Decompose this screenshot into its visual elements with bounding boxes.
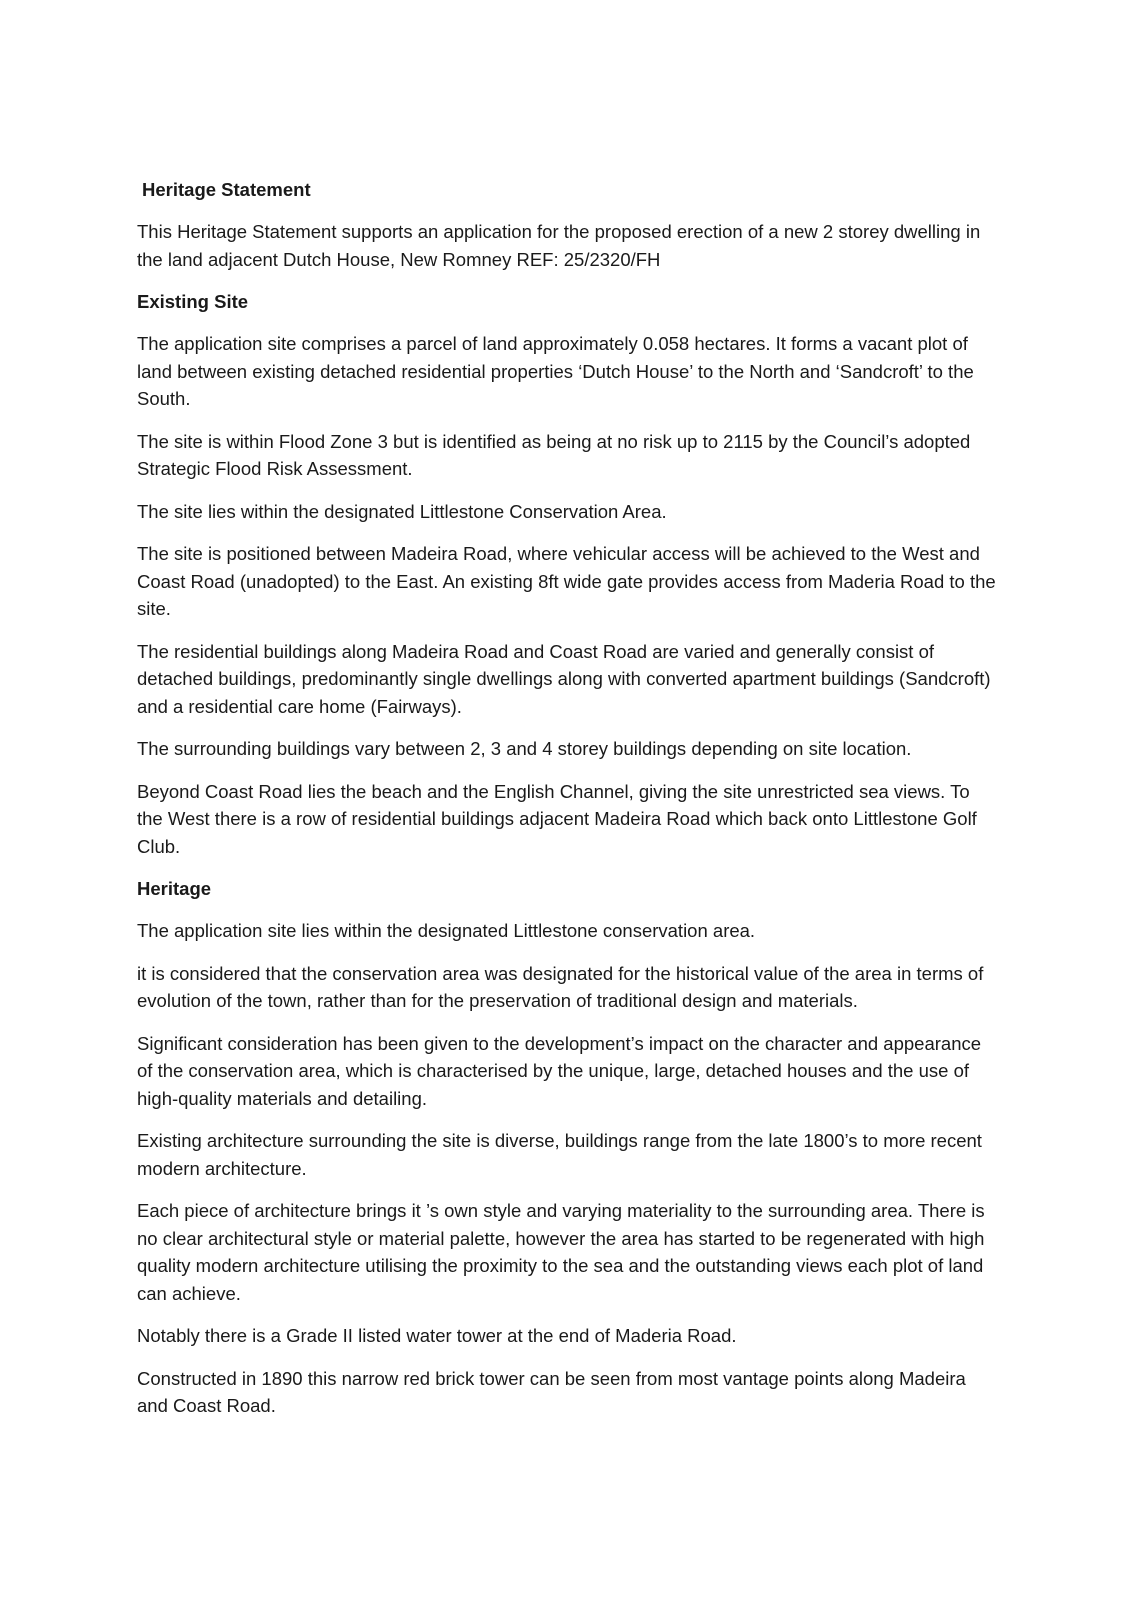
paragraph: Each piece of architecture brings it ’s own style and varying materiality to the surrounding area. There is no clear architectural style or material palette, however the area has started to be regenerated with high quality modern architecture utilising the proximity to the sea and the outstanding views each plot of land can achieve. (137, 1200, 985, 1304)
paragraph: The surrounding buildings vary between 2, 3 and 4 storey buildings depending on site location. (137, 738, 912, 759)
paragraph: Constructed in 1890 this narrow red brick tower can be seen from most vantage points along Madeira and Coast Road. (137, 1367, 966, 1416)
paragraph: The application site comprises a parcel of land approximately 0.058 hectares. It forms a vacant plot of land between existing detached residential properties ‘Dutch House’ to the North and ‘Sandcroft’ to the South. (137, 333, 974, 409)
paragraph: Existing architecture surrounding the site is diverse, buildings range from the late 1800’s to more recent modern architecture. (137, 1130, 982, 1179)
paragraph: The application site lies within the designated Littlestone conservation area. (137, 920, 756, 941)
paragraph: it is considered that the conservation area was designated for the historical value of the area in terms of evolution of the town, rather than for the preservation of traditional design and materials. (137, 962, 984, 1011)
paragraph: Significant consideration has been given to the development’s impact on the character and appearance of the conservation area, which is characterised by the unique, large, detached houses and the use of high-quality materials and detailing. (137, 1032, 982, 1109)
paragraph: The site is within Flood Zone 3 but is identified as being at no risk up to 2115 by the Council’s adopted Strategic Flood Risk Assessment. (137, 430, 971, 479)
paragraph: The residential buildings along Madeira Road and Coast Road are varied and generally consist of detached buildings, predominantly single dwellings along with converted apartment buildings (Sandcroft) and a residential care home (Fairways). (137, 640, 991, 717)
paragraph: Beyond Coast Road lies the beach and the English Channel, giving the site unrestricted sea views. To the West there is a row of residential buildings adjacent Madeira Road which back onto Littlestone Golf Club. (137, 780, 977, 857)
section-heading-existing-site: Existing Site (137, 291, 249, 312)
paragraph: The site is positioned between Madeira Road, where vehicular access will be achieved to the West and Coast Road (unadopted) to the East. An existing 8ft wide gate provides access from Maderia Road to the site. (137, 543, 996, 619)
document-page (137, 176, 997, 1435)
paragraph: The site lies within the designated Littlestone Conservation Area. (137, 500, 667, 522)
paragraph: Notably there is a Grade II listed water tower at the end of Maderia Road. (137, 1325, 737, 1346)
document-title: Heritage Statement (142, 179, 311, 200)
section-heading-heritage: Heritage (137, 878, 212, 899)
intro-paragraph: This Heritage Statement supports an application for the proposed erection of a new 2 storey dwelling in the land adjacent Dutch House, New Romney REF: 25/2320/FH (137, 221, 981, 270)
